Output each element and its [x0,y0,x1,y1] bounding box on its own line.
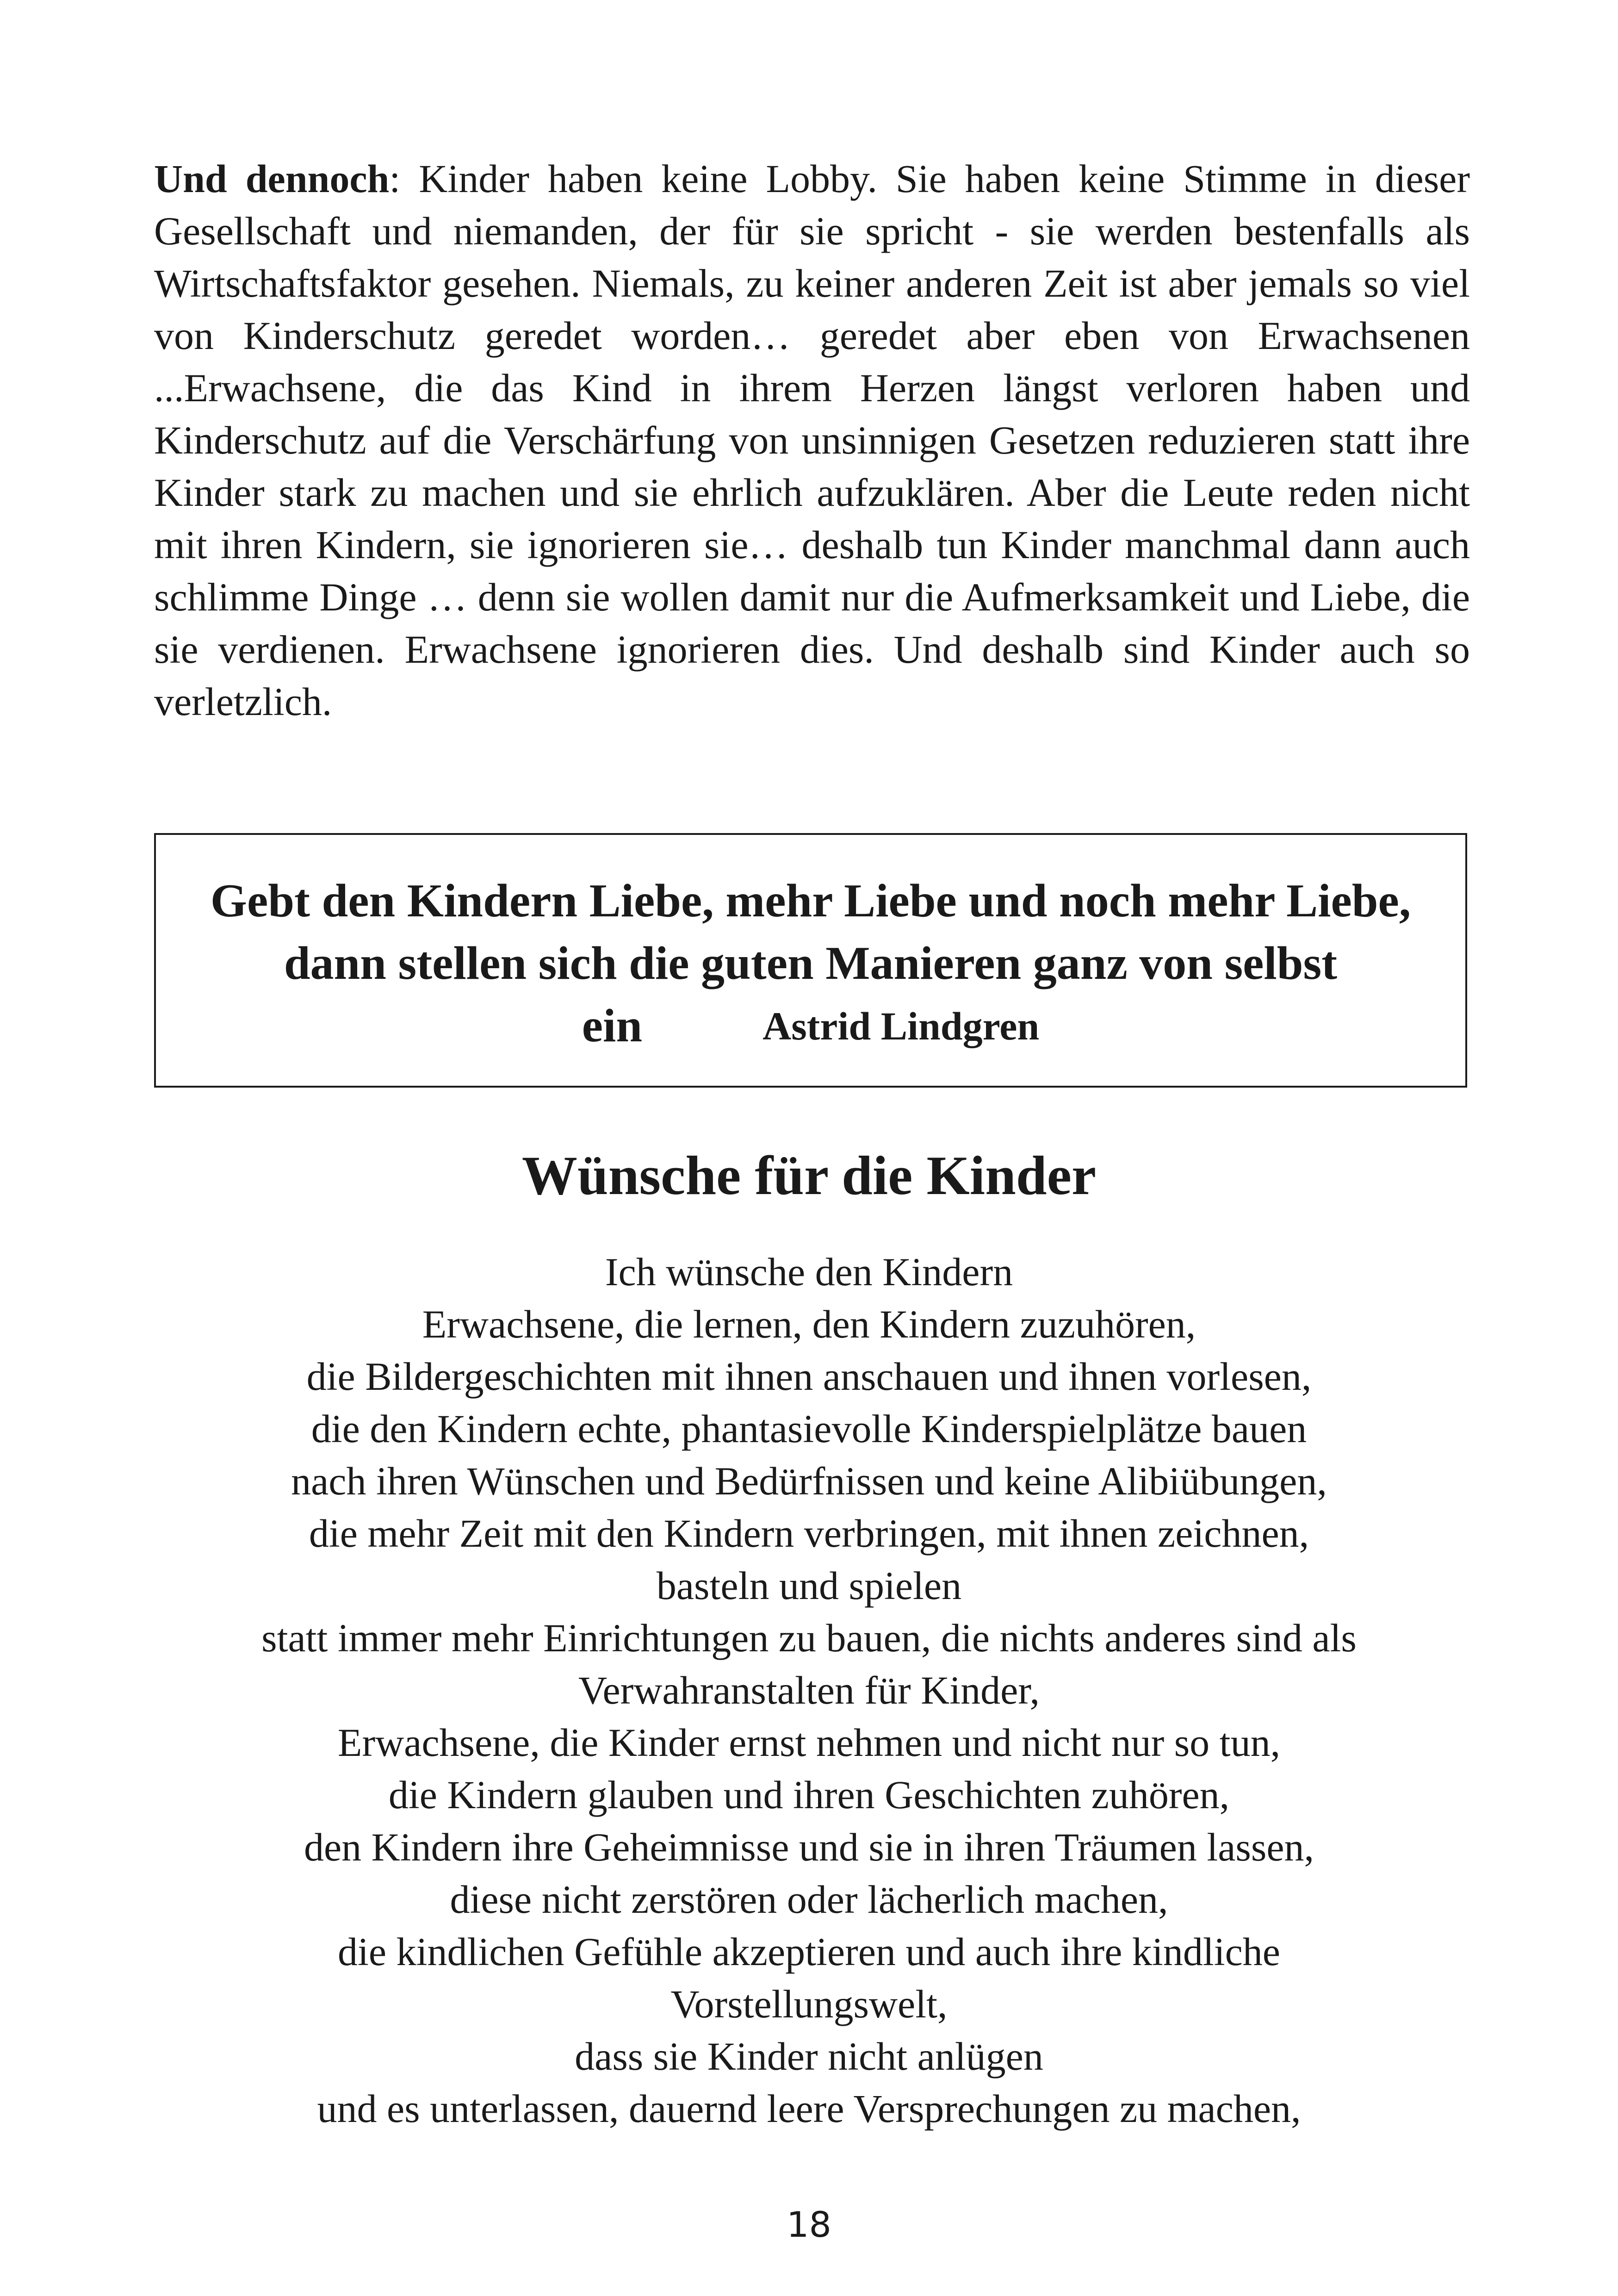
poem-line: Verwahranstalten für Kinder, [578,1668,1040,1712]
poem-line: dass sie Kinder nicht anlügen [575,2034,1043,2078]
poem-line: Vorstellungswelt, [670,1982,948,2026]
poem-line: statt immer mehr Einrichtungen zu bauen, die nichts anderes sind als [261,1616,1357,1660]
poem-line: Ich wünsche den Kindern [605,1250,1013,1294]
poem-line: die Bildergeschichten mit ihnen anschauen und ihnen vorlesen, [306,1354,1312,1399]
poem-line: nach ihren Wünschen und Bedürfnissen und keine Alibiübungen, [291,1459,1327,1503]
poem-line: den Kindern ihre Geheimnisse und sie in ihren Träumen lassen, [304,1825,1314,1869]
quote-author: Astrid Lindgren [763,1004,1040,1048]
quote-paragraph [186,870,1435,1058]
poem-line: diese nicht zerstören oder lächerlich machen, [450,1877,1168,1922]
intro-section [154,153,1470,728]
poem-line: Erwachsene, die lernen, den Kindern zuzuhören, [422,1302,1196,1346]
page-number: 18 [787,2204,831,2245]
poem-line: die mehr Zeit mit den Kindern verbringen, mit ihnen zeichnen, [309,1511,1309,1556]
quote-text: Gebt den Kindern Liebe, mehr Liebe und noch mehr Liebe, dann stellen sich die guten Manieren ganz von selbst ein [210,875,1411,1052]
poem-line: und es unterlassen, dauernd leere Versprechungen zu machen, [317,2086,1301,2131]
poem-line: die den Kindern echte, phantasievolle Kinderspielplätze bauen [311,1406,1307,1451]
poem-line: Erwachsene, die Kinder ernst nehmen und nicht nur so tun, [337,1720,1281,1765]
quote-box [154,833,1467,1088]
poem [0,1246,1618,2135]
poem-line: basteln und spielen [656,1563,962,1608]
section-title: Wünsche für die Kinder [521,1145,1097,1206]
intro-text: : Kinder haben keine Lobby. Sie haben keine Stimme in dieser Gesellschaft und niemanden, der für sie spricht - sie werden bestenfalls als Wirtschaftsfaktor gesehen. Niemals, zu keiner anderen Zeit ist aber jemals so viel von Kinderschutz geredet worden… geredet aber eben von Erwachsenen ...Erwachsene, die das Kind in ihrem Herzen längst verloren haben und Kinderschutz auf die Verschärfung von unsinnigen Gesetzen reduzieren statt ihre Kinder stark zu machen und sie ehrlich aufzuklären. Aber die Leute reden nicht mit ihren Kindern, sie ignorieren sie… deshalb tun Kinder manchmal dann auch schlimme Dinge … denn sie wollen damit nur die Aufmerksamkeit und Liebe, die sie verdienen. Erwachsene ignorieren dies. Und deshalb sind Kinder auch so verletzlich. [154,156,1470,724]
intro-paragraph [154,153,1470,728]
poem-line: die kindlichen Gefühle akzeptieren und auch ihre kindliche [338,1929,1280,1974]
poem-line: die Kindern glauben und ihren Geschichten zuhören, [388,1773,1230,1817]
intro-lead: Und dennoch [154,156,390,201]
